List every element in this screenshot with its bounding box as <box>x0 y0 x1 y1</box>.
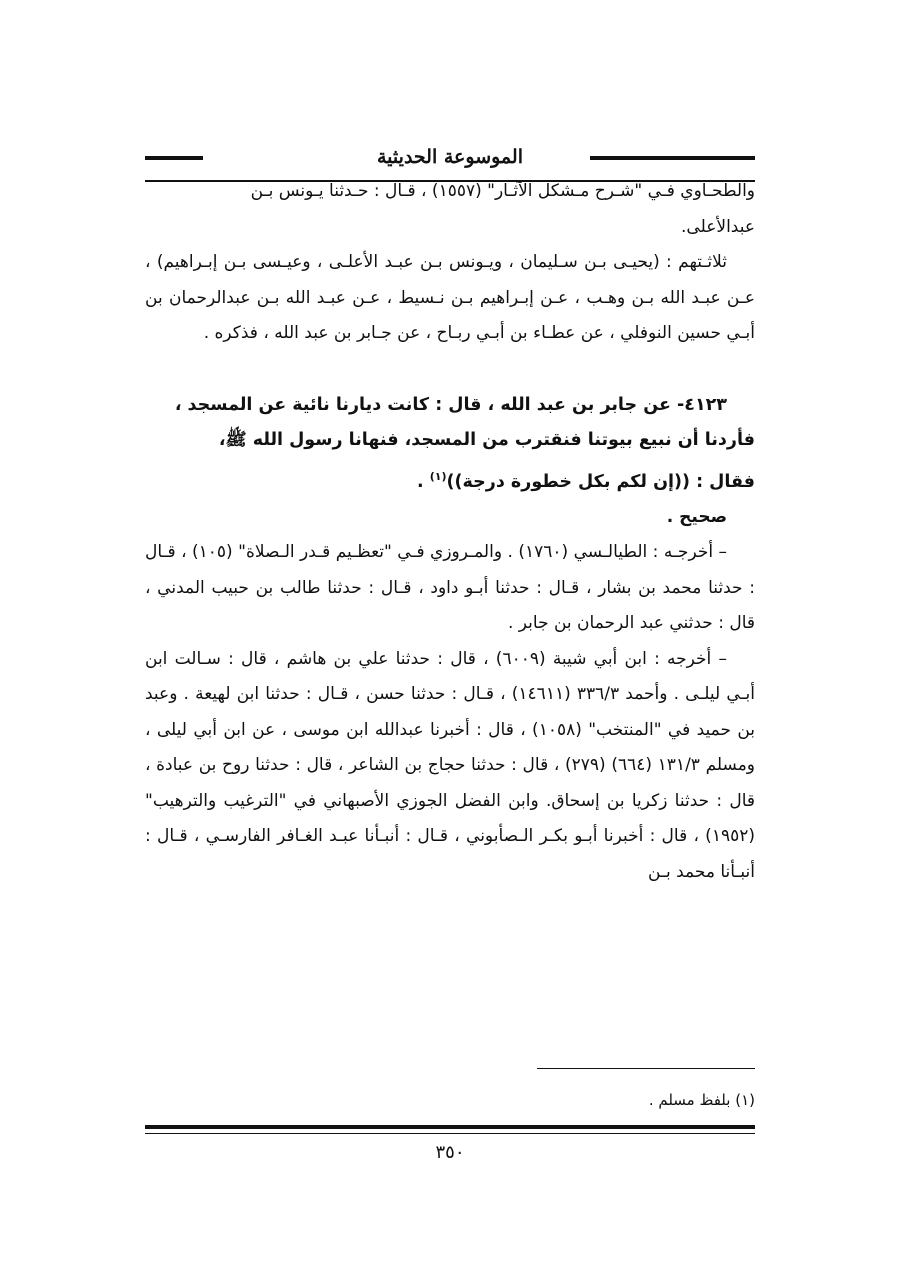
document-page <box>145 130 755 1180</box>
main-text <box>145 174 755 890</box>
hadith-text <box>145 388 755 500</box>
paragraph-line: والطحـاوي فـي "شـرح مـشكل الآثـار" (١٥٥٧) ، قـال : حـدثنا يـونس بـن <box>250 181 755 201</box>
hadith-line: فأردنا أن نبيع بيوتنا فنقترب من المسجد، فنهانا رسول الله ﷺ، <box>218 430 755 450</box>
hadith-line: ٤١٢٣- عن جابر بن عبد الله ، قال : كانت ديارنا نائية عن المسجد ، <box>174 394 727 415</box>
paragraph: ثلاثـتهم : (يحيـى بـن سـليمان ، ويـونس بـن عبـد الأعلـى ، وعيـسى بـن إبـراهيم) ، عـن عبـد الله بـن وهـب ، عـن إبـراهيم بـن نـسيط ، عـن عبـد الله بـن عبدالرحمان بن أبـي حسين النوفلي ، عن عطـاء بن أبـي ربـاح ، عن جـابر بن عبد الله ، فذكره . <box>145 252 755 343</box>
header-title: الموسوعة الحديثية <box>145 142 755 172</box>
hadith-line: فقال : ((إن لكم بكل خطورة درجة))$^{(١)}$ . <box>417 469 755 492</box>
page-number: ٣٥٠ <box>435 1142 465 1163</box>
paragraph: – أخرجه : ابن أبي شيبة (٦٠٠٩) ، قال : حدثنا علي بن هاشم ، قال : سـالت ابن أبـي ليلـى . وأحمد ٣٣٦/٣ (١٤٦١١) ، قـال : حدثنا حسن ، قـال : حدثنا ابن لهيعة . وعبد بن حميد في "المنتخب" (١٠٥٨) ، قال : أخبرنا عبدالله ابن موسى ، عن ابن أبي ليلى ، ومسلم ١٣١/٣ (٦٦٤) (٢٧٩) ، قال : حدثنا حجاج بن الشاعر ، قال : حدثنا روح بن عبادة ، قال : حدثنا زكريا بن إسحاق. وابن الفضل الجوزي الأصبهاني في "الترغيب والترهيب" (١٩٥٢) ، قال : أخبرنا أبـو بكـر الـصأبوني ، قـال : أنبـأنا عبـد الغـافر الفارسـي ، قـال : أنبـأنا محمد بـن <box>145 648 756 882</box>
footnote-separator <box>537 1068 755 1069</box>
footnote: (١) بلفظ مسلم . <box>648 1091 755 1109</box>
grade-label: صحيح . <box>666 506 727 527</box>
footer-rule-thin <box>145 1133 755 1134</box>
paragraph: – أخرجـه : الطيالـسي (١٧٦٠) . والمـروزي فـي "تعظـيم قـدر الـصلاة" (١٠٥) ، قـال : حدثنا محمد بن بشار ، قـال : حدثنا أبـو داود ، قـال : حدثنا طالب بن حبيب المدني ، قال : حدثني عبد الرحمان بن جابر . <box>145 542 755 634</box>
footer-rule-thick <box>145 1125 755 1129</box>
paragraph-line: عبدالأعلى. <box>681 216 755 237</box>
footnote-marker[interactable]: (١) <box>429 469 447 483</box>
